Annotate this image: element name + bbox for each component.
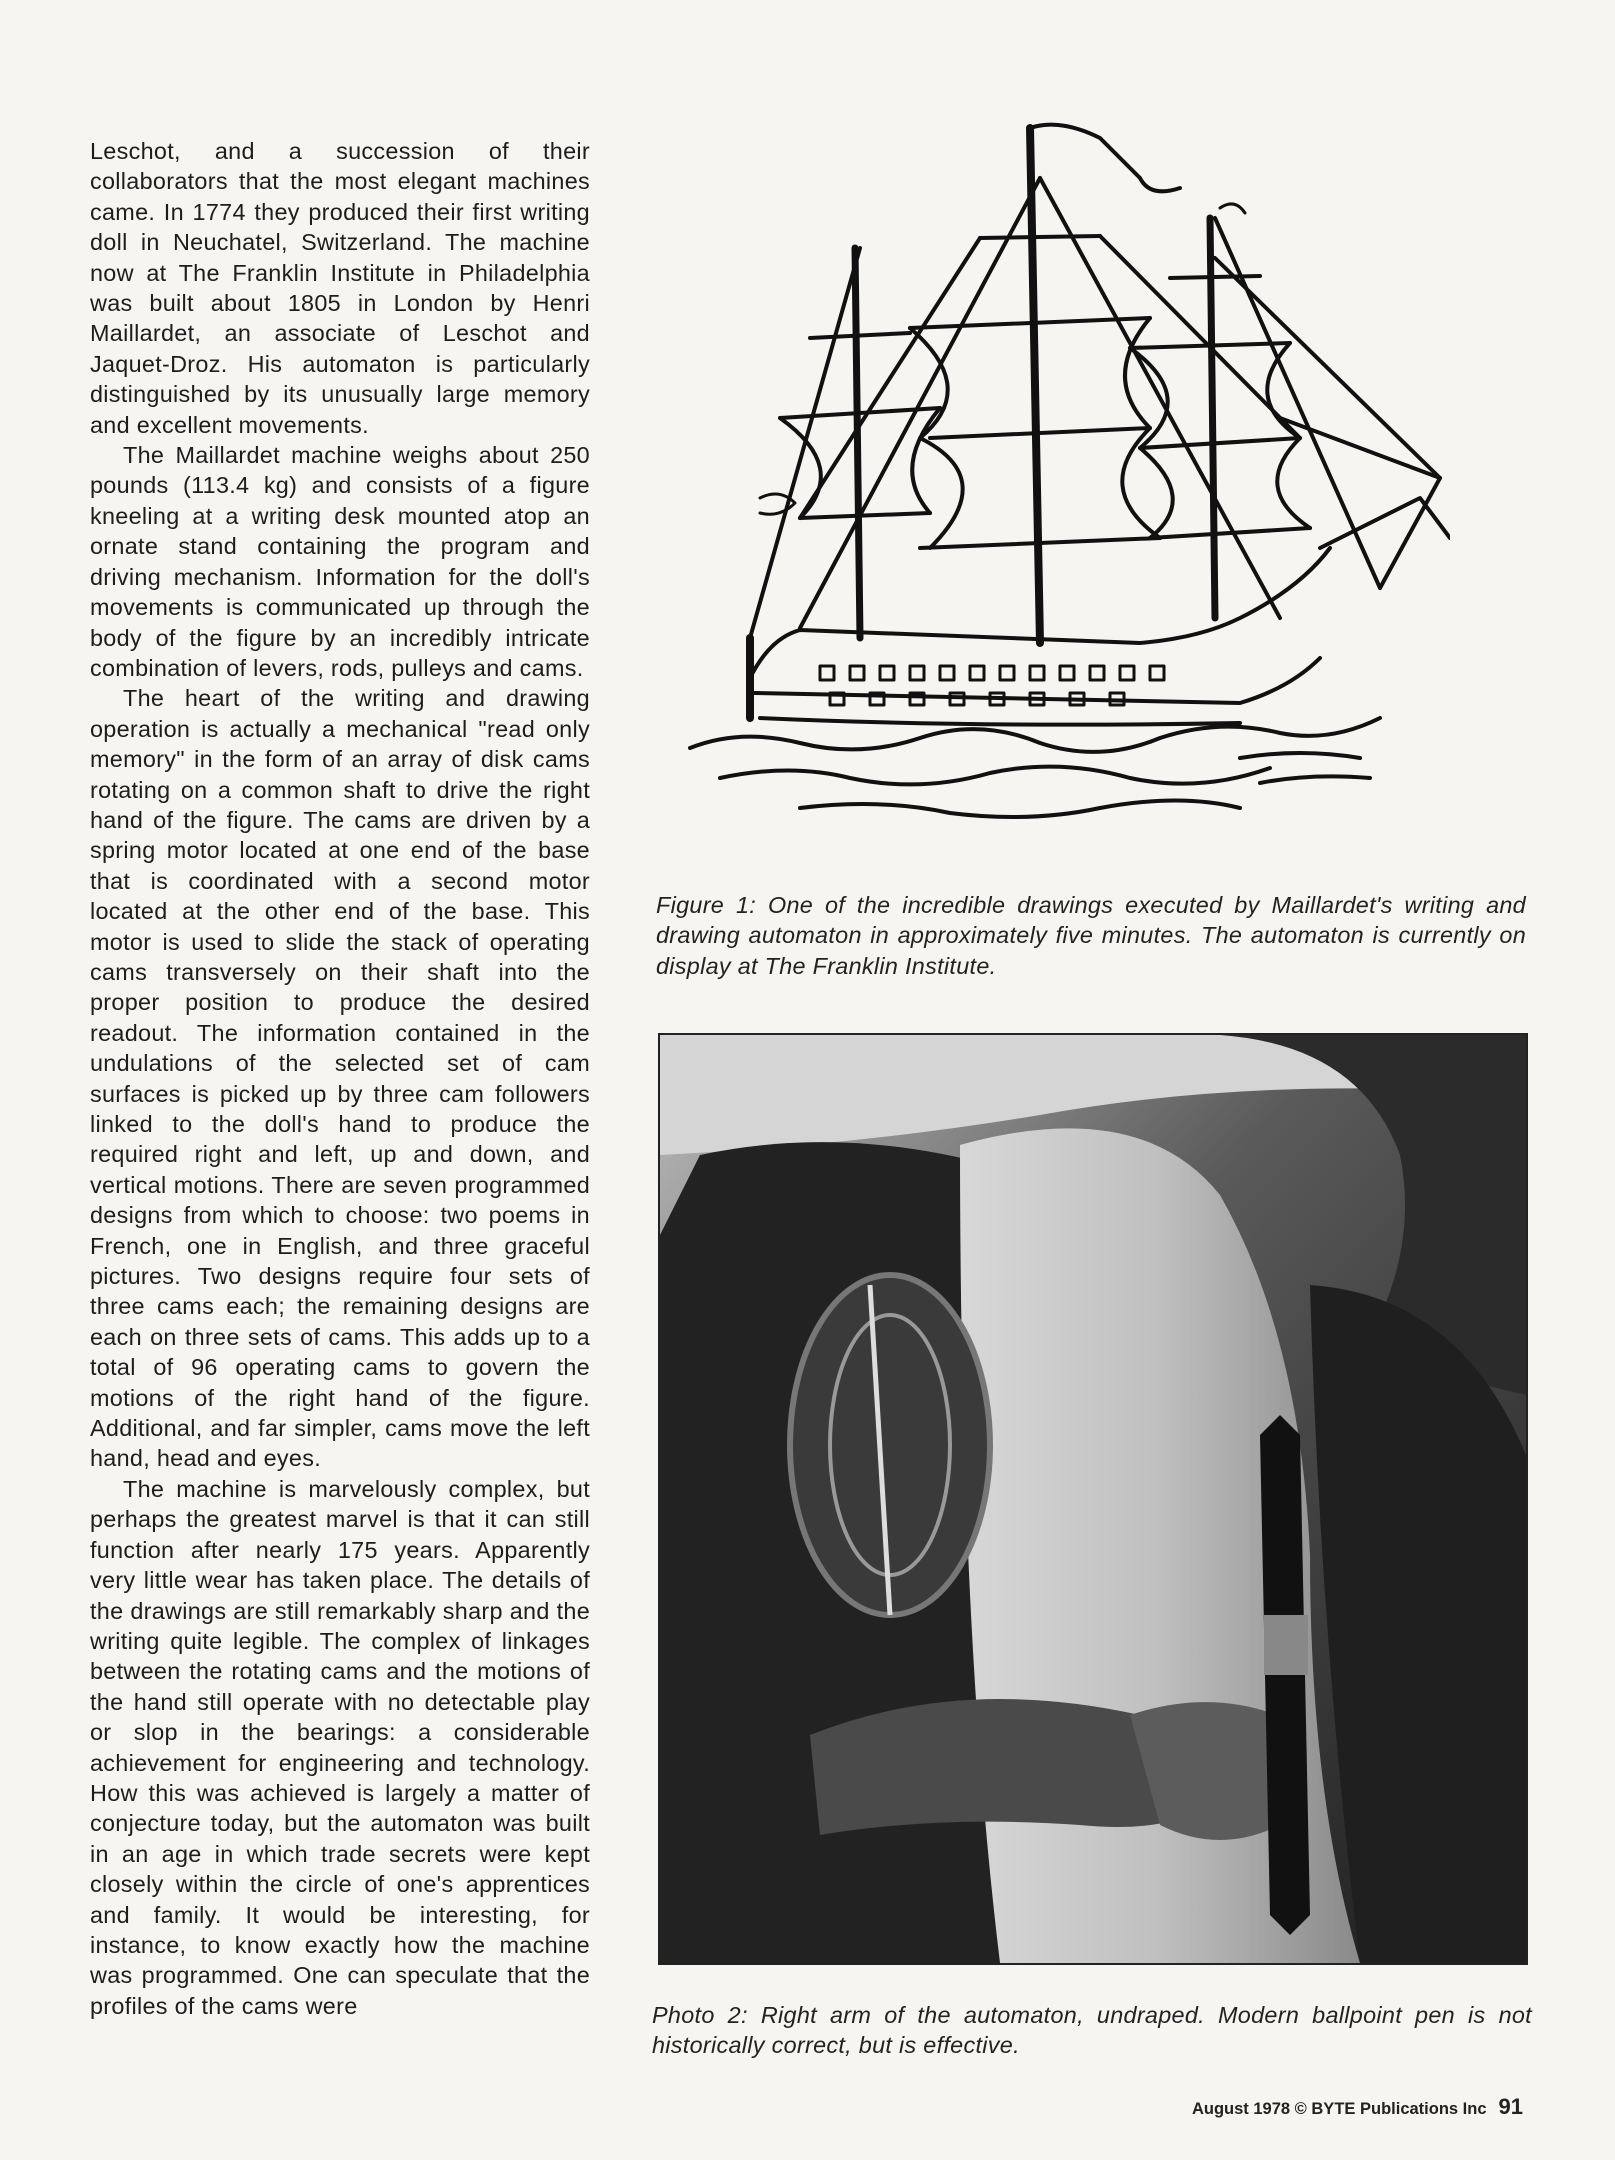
- paragraph-2: The Maillardet machine weighs about 250 pounds (113.4 kg) and consists of a figure kneeling at a writing desk mounted atop an ornate stand containing the program and driving mechanism. Information for the doll's movements is communicated up through the body of the figure by an incredibly intricate combination of levers, rods, pulleys and cams.: [90, 442, 590, 681]
- photo-2-automaton-arm: [658, 1033, 1528, 1965]
- article-body: [90, 136, 590, 2021]
- ship-drawing-figure: [680, 118, 1450, 888]
- paragraph-4: The machine is marvelously complex, but perhaps the greatest marvel is that it can still function after nearly 175 years. Apparently very little wear has taken place. The details of the drawings are still remarkably sharp and the writing quite legible. The complex of linkages between the rotating cams and the motions of the hand still operate with no detectable play or slop in the bearings: a considerable achievement for engineering and technology. How this was achieved is largely a matter of conjecture today, but the automaton was built in an age in which trade secrets were kept closely within the circle of one's apprentices and family. It would be interesting, for instance, to know exactly how the machine was programmed. One can speculate that the profiles of the cams were: [90, 1475, 590, 2019]
- page-number: 91: [1498, 2094, 1523, 2119]
- page-footer: [1192, 2094, 1523, 2120]
- footer-credit: August 1978 © BYTE Publications Inc: [1191, 2100, 1487, 2118]
- paragraph-1: Leschot, and a succession of their collaborators that the most elegant machines came. In 1774 they produced their first writing doll in Neuchatel, Switzerland. The machine now at The Franklin Institute in Philadelphia was built about 1805 in London by Henri Maillardet, an associate of Leschot and Jaquet-Droz. His automaton is particularly distinguished by its unusually large memory and excellent movements.: [90, 138, 590, 438]
- ship-drawing: [680, 118, 1450, 888]
- automaton-arm-photo: [660, 1035, 1526, 1963]
- photo-2-caption: Photo 2: Right arm of the automaton, undraped. Modern ballpoint pen is not historically correct, but is effective.: [652, 2002, 1532, 2059]
- figure-1-caption: Figure 1: One of the incredible drawings executed by Maillardet's writing and drawing automaton in approximately five minutes. The automaton is currently on display at The Franklin Institute.: [656, 892, 1526, 979]
- paragraph-3: The heart of the writing and drawing operation is actually a mechanical "read only memory" in the form of an array of disk cams rotating on a common shaft to drive the right hand of the figure. The cams are driven by a spring motor located at one end of the base that is coordinated with a second motor located at the other end of the base. This motor is used to slide the stack of operating cams transversely on their shaft into the proper position to produce the desired readout. The information contained in the undulations of the selected set of cam surfaces is picked up by three cam followers linked to the doll's hand to produce the required right and left, up and down, and vertical motions. There are seven programmed designs from which to choose: two poems in French, one in English, and three graceful pictures. Two designs require four sets of three cams each; the remaining designs are each on three sets of cams. This adds up to a total of 96 operating cams to govern the motions of the right hand of the figure. Additional, and far simpler, cams move the left hand, head and eyes.: [90, 685, 590, 1472]
